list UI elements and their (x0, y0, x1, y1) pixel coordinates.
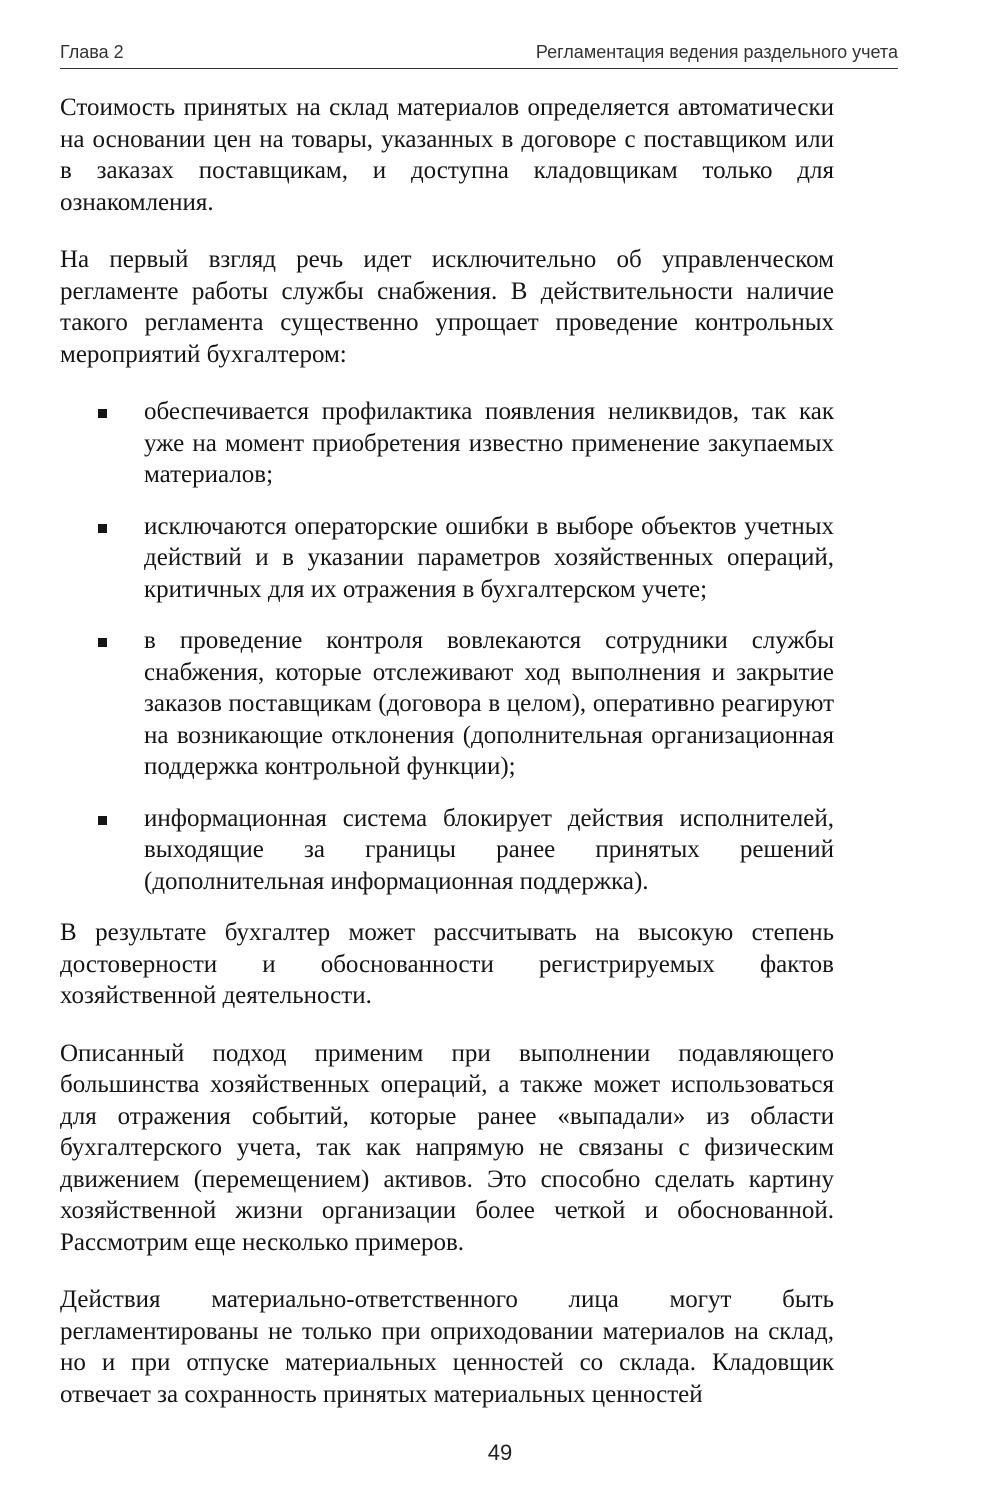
section-title: Регламентация ведения раздельного учета (535, 42, 898, 62)
paragraph: На первый взгляд речь идет исключительно об управленческом регламенте работы службы снабжения. В действительности наличие такого регламента существенно упрощает проведение контрольных мероприятий бухгалтером: (60, 246, 834, 368)
paragraph: Действия материально-ответственного лица могут быть регламентированы не только при оприходовании материалов на склад, но и при отпуске материальных ценностей со склада. Кладовщик отвечает за сохранность принятых материальных ценностей (60, 1286, 834, 1408)
bullet-list (60, 396, 834, 897)
running-header (60, 40, 898, 69)
square-bullet-icon (98, 638, 107, 647)
page-number: 49 (487, 1440, 513, 1465)
square-bullet-icon (98, 816, 107, 825)
list-item-text: обеспечивается профилактика появления неликвидов, так как уже на момент приобретения известно применение закупаемых материалов; (144, 398, 834, 488)
list-item-text: в проведение контроля вовлекаются сотрудники службы снабжения, которые отслеживают ход выполнения и закрытие заказов поставщикам (договора в целом), оперативно реагируют на возникающие отклонения (дополнительная организационная поддержка контрольной функции); (144, 627, 834, 780)
square-bullet-icon (98, 524, 107, 533)
list-item-text: исключаются операторские ошибки в выборе объектов учетных действий и в указании параметров хозяйственных операций, критичных для их отражения в бухгалтерском учете; (144, 512, 834, 603)
paragraph: Описанный подход применим при выполнении подавляющего большинства хозяйственных операций, а также может использоваться для отражения событий, которые ранее «выпадали» из области бухгалтерского учета, так как напрямую не связаны с физическим движением (перемещением) активов. Это способно сделать картину хозяйственной жизни организации более четкой и обоснованной. Рассмотрим еще несколько примеров. (60, 1039, 834, 1256)
paragraph: Стоимость принятых на склад материалов определяется автоматически на основании цен на товары, указанных в договоре с поставщиком или в заказах поставщикам, и доступна кладовщикам только для ознакомления. (60, 94, 834, 216)
paragraph: В результате бухгалтер может рассчитывать на высокую степень достоверности и обоснованности регистрируемых фактов хозяйственной деятельности. (60, 919, 834, 1009)
body-text (60, 92, 834, 1436)
list-item (60, 803, 834, 898)
list-item (60, 625, 834, 783)
list-item (60, 396, 834, 491)
list-item (60, 511, 834, 606)
square-bullet-icon (98, 409, 107, 418)
chapter-label: Глава 2 (60, 42, 124, 62)
list-item-text: информационная система блокирует действия исполнителей, выходящие за границы ранее принятых решений (дополнительная информационная поддержка). (144, 804, 834, 895)
